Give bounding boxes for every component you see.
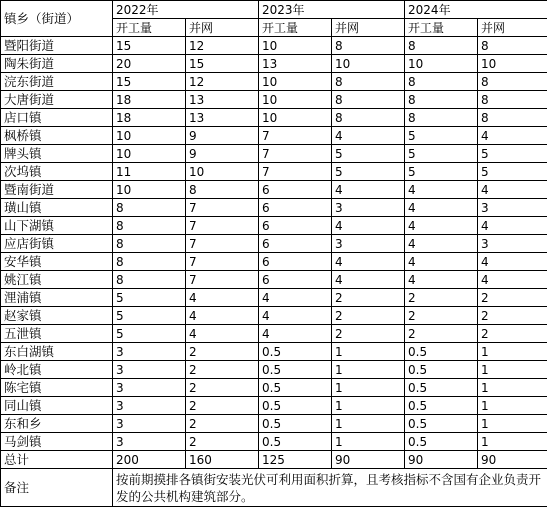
cell-grid-2023: 5 bbox=[332, 145, 405, 163]
cell-start-2022: 8 bbox=[113, 217, 186, 235]
town-name: 店口镇 bbox=[1, 109, 113, 127]
note-label: 备注 bbox=[1, 469, 113, 507]
cell-grid-2023: 4 bbox=[332, 217, 405, 235]
table-row bbox=[1, 37, 547, 55]
cell-grid-2022: 7 bbox=[186, 199, 259, 217]
total-start-2022: 200 bbox=[113, 451, 186, 469]
table-row bbox=[1, 253, 547, 271]
town-name: 赵家镇 bbox=[1, 307, 113, 325]
town-name: 浣东街道 bbox=[1, 73, 113, 91]
cell-start-2022: 3 bbox=[113, 397, 186, 415]
cell-grid-2024: 4 bbox=[478, 271, 547, 289]
cell-grid-2023: 3 bbox=[332, 235, 405, 253]
cell-start-2023: 0.5 bbox=[259, 397, 332, 415]
table-row bbox=[1, 109, 547, 127]
cell-start-2022: 8 bbox=[113, 271, 186, 289]
total-grid-2023: 90 bbox=[332, 451, 405, 469]
note-text: 按前期摸排各镇街安装光伏可利用面积折算，且考核指标不含国有企业负责开发的公共机构建筑部分。 bbox=[113, 469, 547, 507]
cell-start-2023: 10 bbox=[259, 91, 332, 109]
cell-start-2022: 3 bbox=[113, 343, 186, 361]
cell-grid-2024: 1 bbox=[478, 433, 547, 451]
cell-grid-2023: 2 bbox=[332, 307, 405, 325]
cell-grid-2022: 9 bbox=[186, 145, 259, 163]
cell-start-2022: 11 bbox=[113, 163, 186, 181]
cell-start-2023: 10 bbox=[259, 73, 332, 91]
cell-grid-2023: 4 bbox=[332, 181, 405, 199]
cell-start-2022: 15 bbox=[113, 37, 186, 55]
cell-grid-2022: 4 bbox=[186, 307, 259, 325]
cell-grid-2024: 8 bbox=[478, 91, 547, 109]
town-name: 五泄镇 bbox=[1, 325, 113, 343]
cell-start-2024: 0.5 bbox=[405, 361, 478, 379]
cell-grid-2022: 7 bbox=[186, 235, 259, 253]
cell-grid-2022: 12 bbox=[186, 73, 259, 91]
cell-start-2022: 3 bbox=[113, 415, 186, 433]
cell-grid-2023: 4 bbox=[332, 271, 405, 289]
cell-start-2024: 2 bbox=[405, 289, 478, 307]
cell-start-2024: 4 bbox=[405, 235, 478, 253]
cell-start-2022: 15 bbox=[113, 73, 186, 91]
cell-grid-2024: 3 bbox=[478, 199, 547, 217]
year-header-row bbox=[1, 1, 547, 19]
cell-start-2024: 4 bbox=[405, 253, 478, 271]
cell-grid-2023: 8 bbox=[332, 109, 405, 127]
cell-grid-2022: 7 bbox=[186, 253, 259, 271]
cell-grid-2024: 4 bbox=[478, 181, 547, 199]
cell-start-2022: 3 bbox=[113, 379, 186, 397]
cell-grid-2022: 12 bbox=[186, 37, 259, 55]
table-row bbox=[1, 325, 547, 343]
cell-start-2024: 8 bbox=[405, 37, 478, 55]
cell-grid-2022: 2 bbox=[186, 379, 259, 397]
cell-start-2023: 10 bbox=[259, 109, 332, 127]
header-grid-2023: 并网 bbox=[332, 19, 405, 37]
cell-start-2022: 3 bbox=[113, 433, 186, 451]
cell-grid-2022: 15 bbox=[186, 55, 259, 73]
cell-grid-2022: 2 bbox=[186, 361, 259, 379]
cell-grid-2024: 2 bbox=[478, 307, 547, 325]
town-name: 浬浦镇 bbox=[1, 289, 113, 307]
table-row bbox=[1, 343, 547, 361]
header-start-2022: 开工量 bbox=[113, 19, 186, 37]
cell-grid-2022: 8 bbox=[186, 181, 259, 199]
note-row bbox=[1, 469, 547, 507]
cell-grid-2022: 2 bbox=[186, 343, 259, 361]
cell-start-2022: 5 bbox=[113, 307, 186, 325]
town-name: 东和乡 bbox=[1, 415, 113, 433]
cell-start-2024: 4 bbox=[405, 217, 478, 235]
cell-grid-2024: 1 bbox=[478, 361, 547, 379]
table-row bbox=[1, 415, 547, 433]
town-name: 大唐街道 bbox=[1, 91, 113, 109]
cell-start-2023: 6 bbox=[259, 217, 332, 235]
cell-grid-2023: 2 bbox=[332, 325, 405, 343]
cell-start-2024: 4 bbox=[405, 271, 478, 289]
cell-grid-2022: 4 bbox=[186, 289, 259, 307]
cell-start-2024: 0.5 bbox=[405, 397, 478, 415]
header-start-2023: 开工量 bbox=[259, 19, 332, 37]
cell-start-2024: 0.5 bbox=[405, 343, 478, 361]
town-name: 陶朱街道 bbox=[1, 55, 113, 73]
cell-start-2024: 4 bbox=[405, 181, 478, 199]
header-start-2024: 开工量 bbox=[405, 19, 478, 37]
town-name: 暨阳街道 bbox=[1, 37, 113, 55]
cell-start-2022: 8 bbox=[113, 199, 186, 217]
table-row bbox=[1, 379, 547, 397]
town-name: 暨南街道 bbox=[1, 181, 113, 199]
cell-start-2023: 13 bbox=[259, 55, 332, 73]
town-name: 山下湖镇 bbox=[1, 217, 113, 235]
cell-start-2023: 6 bbox=[259, 235, 332, 253]
cell-grid-2022: 9 bbox=[186, 127, 259, 145]
cell-start-2023: 0.5 bbox=[259, 361, 332, 379]
cell-grid-2023: 4 bbox=[332, 127, 405, 145]
header-grid-2022: 并网 bbox=[186, 19, 259, 37]
town-name: 岭北镇 bbox=[1, 361, 113, 379]
cell-grid-2023: 1 bbox=[332, 397, 405, 415]
cell-grid-2023: 8 bbox=[332, 37, 405, 55]
cell-start-2024: 5 bbox=[405, 145, 478, 163]
cell-start-2022: 3 bbox=[113, 361, 186, 379]
total-grid-2022: 160 bbox=[186, 451, 259, 469]
cell-start-2022: 18 bbox=[113, 109, 186, 127]
cell-grid-2024: 8 bbox=[478, 37, 547, 55]
cell-start-2023: 6 bbox=[259, 181, 332, 199]
cell-grid-2024: 8 bbox=[478, 109, 547, 127]
cell-start-2023: 6 bbox=[259, 271, 332, 289]
table-row bbox=[1, 73, 547, 91]
cell-grid-2023: 3 bbox=[332, 199, 405, 217]
cell-start-2022: 10 bbox=[113, 145, 186, 163]
cell-grid-2022: 2 bbox=[186, 415, 259, 433]
cell-start-2022: 5 bbox=[113, 325, 186, 343]
cell-start-2023: 4 bbox=[259, 289, 332, 307]
table-row bbox=[1, 397, 547, 415]
cell-start-2023: 4 bbox=[259, 307, 332, 325]
cell-grid-2023: 5 bbox=[332, 163, 405, 181]
town-name: 应店街镇 bbox=[1, 235, 113, 253]
cell-start-2023: 7 bbox=[259, 163, 332, 181]
cell-start-2024: 5 bbox=[405, 127, 478, 145]
cell-grid-2024: 2 bbox=[478, 289, 547, 307]
cell-start-2022: 8 bbox=[113, 235, 186, 253]
table-row bbox=[1, 217, 547, 235]
cell-start-2022: 10 bbox=[113, 127, 186, 145]
table-row bbox=[1, 361, 547, 379]
town-name: 姚江镇 bbox=[1, 271, 113, 289]
cell-start-2024: 8 bbox=[405, 109, 478, 127]
cell-grid-2024: 5 bbox=[478, 163, 547, 181]
cell-grid-2023: 2 bbox=[332, 289, 405, 307]
total-row bbox=[1, 451, 547, 469]
cell-start-2023: 0.5 bbox=[259, 415, 332, 433]
cell-start-2023: 4 bbox=[259, 325, 332, 343]
table-row bbox=[1, 271, 547, 289]
table-row bbox=[1, 145, 547, 163]
table-row bbox=[1, 235, 547, 253]
cell-grid-2022: 13 bbox=[186, 91, 259, 109]
cell-grid-2022: 7 bbox=[186, 271, 259, 289]
cell-grid-2023: 1 bbox=[332, 343, 405, 361]
cell-start-2023: 7 bbox=[259, 145, 332, 163]
table-row bbox=[1, 163, 547, 181]
total-start-2024: 90 bbox=[405, 451, 478, 469]
cell-start-2023: 10 bbox=[259, 37, 332, 55]
cell-grid-2023: 8 bbox=[332, 73, 405, 91]
cell-start-2024: 2 bbox=[405, 307, 478, 325]
cell-grid-2023: 1 bbox=[332, 379, 405, 397]
cell-start-2022: 8 bbox=[113, 253, 186, 271]
cell-grid-2023: 1 bbox=[332, 361, 405, 379]
cell-grid-2022: 7 bbox=[186, 217, 259, 235]
town-name: 牌头镇 bbox=[1, 145, 113, 163]
cell-start-2024: 10 bbox=[405, 55, 478, 73]
table-row bbox=[1, 91, 547, 109]
cell-grid-2022: 10 bbox=[186, 163, 259, 181]
town-name: 枫桥镇 bbox=[1, 127, 113, 145]
cell-start-2022: 20 bbox=[113, 55, 186, 73]
header-year-2023: 2023年 bbox=[259, 1, 405, 19]
cell-start-2024: 8 bbox=[405, 91, 478, 109]
cell-grid-2024: 1 bbox=[478, 379, 547, 397]
total-label: 总计 bbox=[1, 451, 113, 469]
cell-grid-2022: 2 bbox=[186, 397, 259, 415]
table-row bbox=[1, 433, 547, 451]
cell-grid-2024: 4 bbox=[478, 253, 547, 271]
town-name: 马剑镇 bbox=[1, 433, 113, 451]
cell-start-2023: 7 bbox=[259, 127, 332, 145]
cell-grid-2024: 1 bbox=[478, 397, 547, 415]
total-grid-2024: 90 bbox=[478, 451, 547, 469]
cell-grid-2024: 1 bbox=[478, 415, 547, 433]
cell-grid-2023: 1 bbox=[332, 415, 405, 433]
cell-start-2024: 4 bbox=[405, 199, 478, 217]
cell-start-2022: 10 bbox=[113, 181, 186, 199]
cell-start-2024: 0.5 bbox=[405, 415, 478, 433]
header-year-2024: 2024年 bbox=[405, 1, 547, 19]
header-year-2022: 2022年 bbox=[113, 1, 259, 19]
cell-grid-2024: 4 bbox=[478, 127, 547, 145]
cell-grid-2023: 8 bbox=[332, 91, 405, 109]
header-town: 镇乡（街道） bbox=[1, 1, 113, 37]
cell-start-2022: 18 bbox=[113, 91, 186, 109]
cell-grid-2023: 1 bbox=[332, 433, 405, 451]
cell-grid-2024: 3 bbox=[478, 235, 547, 253]
cell-start-2023: 0.5 bbox=[259, 433, 332, 451]
cell-grid-2024: 4 bbox=[478, 217, 547, 235]
cell-grid-2024: 5 bbox=[478, 145, 547, 163]
cell-grid-2024: 1 bbox=[478, 343, 547, 361]
town-name: 安华镇 bbox=[1, 253, 113, 271]
cell-start-2024: 2 bbox=[405, 325, 478, 343]
cell-grid-2024: 8 bbox=[478, 73, 547, 91]
cell-start-2024: 5 bbox=[405, 163, 478, 181]
cell-grid-2023: 10 bbox=[332, 55, 405, 73]
cell-grid-2023: 4 bbox=[332, 253, 405, 271]
cell-start-2023: 6 bbox=[259, 253, 332, 271]
table-row bbox=[1, 307, 547, 325]
cell-start-2024: 0.5 bbox=[405, 379, 478, 397]
cell-start-2023: 0.5 bbox=[259, 343, 332, 361]
header-grid-2024: 并网 bbox=[478, 19, 547, 37]
cell-grid-2022: 2 bbox=[186, 433, 259, 451]
cell-start-2024: 0.5 bbox=[405, 433, 478, 451]
cell-start-2023: 6 bbox=[259, 199, 332, 217]
table-row bbox=[1, 289, 547, 307]
cell-grid-2024: 10 bbox=[478, 55, 547, 73]
total-start-2023: 125 bbox=[259, 451, 332, 469]
cell-grid-2022: 4 bbox=[186, 325, 259, 343]
table-row bbox=[1, 181, 547, 199]
cell-start-2022: 5 bbox=[113, 289, 186, 307]
table-row bbox=[1, 127, 547, 145]
town-name: 次坞镇 bbox=[1, 163, 113, 181]
town-name: 璜山镇 bbox=[1, 199, 113, 217]
cell-start-2024: 8 bbox=[405, 73, 478, 91]
cell-grid-2024: 2 bbox=[478, 325, 547, 343]
town-name: 陈宅镇 bbox=[1, 379, 113, 397]
town-name: 东白湖镇 bbox=[1, 343, 113, 361]
town-name: 同山镇 bbox=[1, 397, 113, 415]
cell-grid-2022: 13 bbox=[186, 109, 259, 127]
table-row bbox=[1, 55, 547, 73]
table-row bbox=[1, 199, 547, 217]
cell-start-2023: 0.5 bbox=[259, 379, 332, 397]
